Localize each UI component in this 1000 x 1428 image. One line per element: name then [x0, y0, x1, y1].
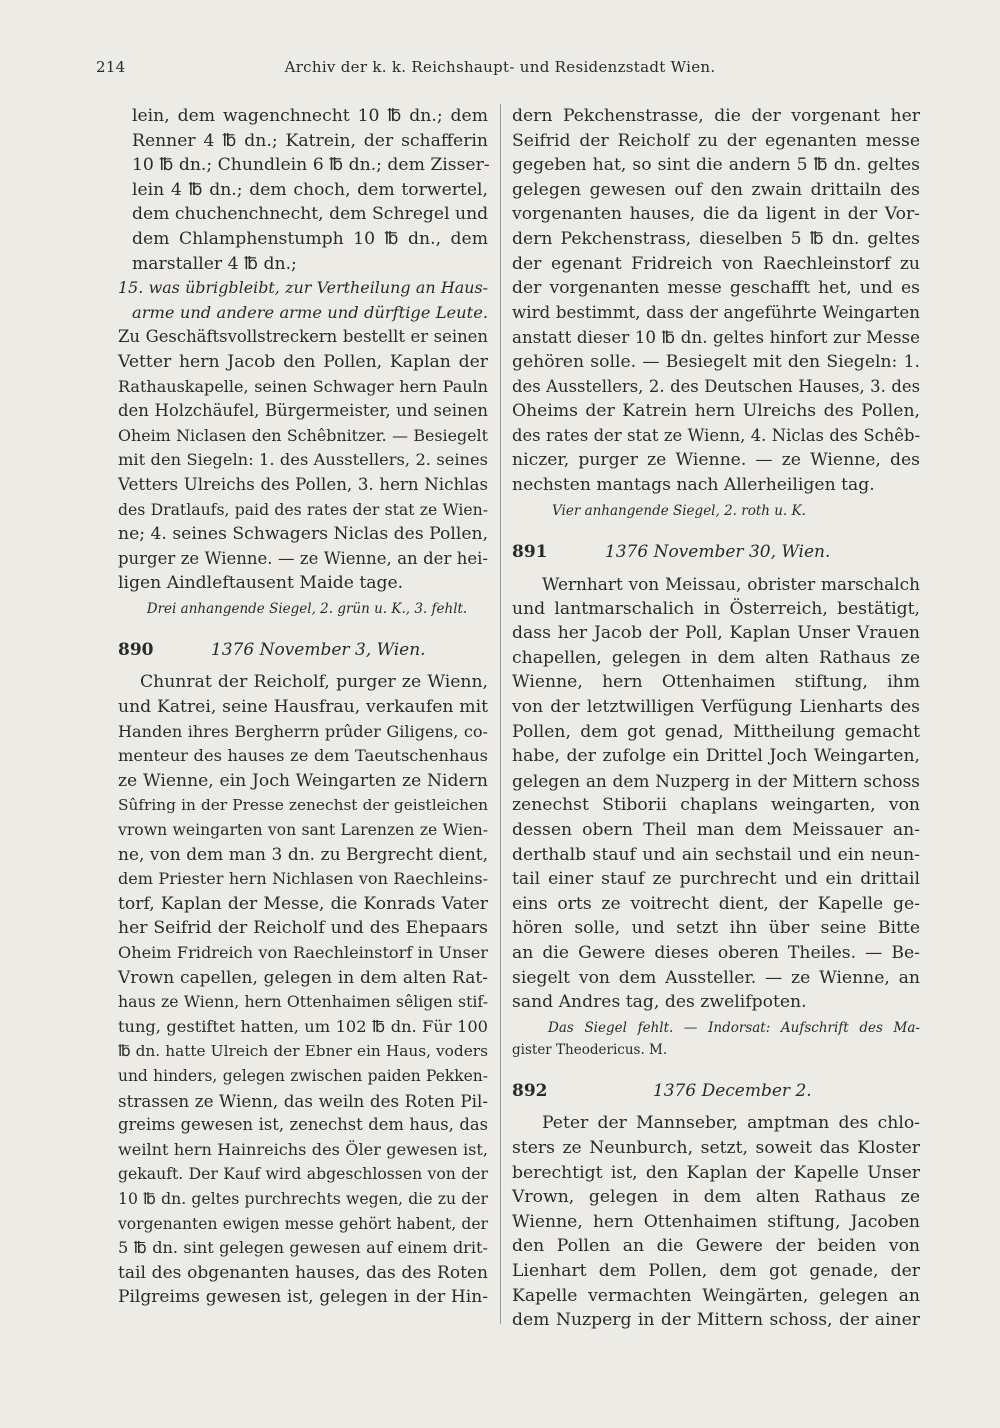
text-line: Kapelle vermachten Weingärten, gelegen an	[512, 1285, 920, 1306]
text-line: Wernhart von Meissau, obrister marschalch	[542, 574, 920, 595]
text-line: mit den Siegeln: 1. des Ausstellers, 2. seines	[118, 450, 488, 470]
entry-date: 1376 November 30, Wien.	[604, 541, 831, 562]
text-line: und Katrei, seine Hausfrau, verkaufen mit	[118, 697, 488, 718]
text-line: tail des obgenanten hauses, das des Roten	[118, 1262, 488, 1283]
entry-890-body	[118, 670, 488, 1309]
continued-text-left	[126, 104, 488, 276]
text-line: greims gewesen ist, zenechst dem haus, das	[118, 1115, 488, 1135]
entry-date: 1376 November 3, Wien.	[210, 639, 426, 660]
text-line: Das Siegel fehlt. — Indorsat: Aufschrift des Ma-	[548, 1019, 920, 1036]
text-line: haus ze Wienn, hern Ottenhaimen sêligen stif-	[118, 992, 488, 1012]
text-line: ℔ dn. hatte Ulreich der Ebner ein Haus, voders	[118, 1042, 488, 1061]
text-line: weilnt hern Hainreichs des Öler gewesen ist,	[118, 1139, 488, 1159]
text-line: Renner 4 ℔ dn.; Katrein, der schafferin	[132, 130, 488, 151]
text-line: ne; 4. seines Schwagers Niclas des Pollen,	[118, 524, 489, 545]
text-line: dass her Jacob der Poll, Kaplan Unser Vrauen	[512, 623, 920, 644]
text-line: dessen obern Theil man dem Meissauer an-	[512, 820, 920, 841]
text-line: vorgenanten hauses, die da ligent in der Vor-	[512, 204, 920, 225]
text-line: ne, von dem man 3 dn. zu Bergrecht dient,	[118, 844, 488, 865]
text-line: Lienhart dem Pollen, dem got genade, der	[512, 1260, 920, 1281]
text-line: tung, gestiftet hatten, um 102 ℔ dn. Für 100	[118, 1016, 488, 1036]
entry-892-body	[512, 1111, 920, 1332]
text-line: den Holzchäufel, Bürgermeister, und seinen	[118, 401, 488, 421]
text-line: Pilgreims gewesen ist, gelegen in der Hin-	[118, 1287, 488, 1308]
text-line: Seifrid der Reicholf zu der egenanten messe	[512, 130, 920, 151]
entry-number: 890	[118, 639, 154, 660]
column-divider	[500, 104, 501, 1324]
text-line: vrown weingarten von sant Larenzen ze Wien-	[118, 820, 488, 840]
text-line: dem Priester hern Nichlasen von Raechleins-	[118, 869, 488, 889]
text-line: nechsten mantags nach Allerheiligen tag.	[512, 474, 875, 495]
text-line: sters ze Neunburch, setzt, soweit das Kloster	[512, 1137, 920, 1158]
text-line: niczer, purger ze Wienne. — ze Wienne, des	[512, 450, 920, 471]
page-number: 214	[96, 58, 126, 76]
text-line: Wienne, hern Ottenhaimen stiftung, Jacoben	[512, 1211, 920, 1232]
text-line: Wienne, hern Ottenhaimen stiftung, ihm	[512, 672, 920, 693]
text-line: dem Nuzperg in der Mittern schoss, der ainer	[512, 1310, 920, 1331]
text-line: Peter der Mannseber, amptman des chlo-	[542, 1113, 920, 1134]
text-line: lein, dem wagenchnecht 10 ℔ dn.; dem	[132, 106, 488, 126]
entry-891-body	[512, 572, 920, 1015]
text-line: hören solle, und setzt ihn über seine Bitte	[512, 918, 920, 939]
text-line: tail einer stauf ze purchrecht und ein drittail	[512, 869, 920, 890]
text-line: Zu Geschäftsvollstreckern bestellt er seinen	[118, 327, 488, 347]
page-header	[96, 58, 904, 84]
text-line: siegelt von dem Aussteller. — ze Wienne, an	[512, 967, 920, 988]
text-line: dern Pekchenstrasse, die der vorgenant her	[512, 106, 920, 126]
text-line: Oheim Niclasen den Schêbnitzer. — Besiegelt	[118, 425, 488, 445]
text-line: ze Wienne, ein Joch Weingarten ze Nidern	[118, 770, 488, 791]
text-line: Chunrat der Reicholf, purger ze Wienn,	[140, 672, 488, 693]
text-line: von der letztwilligen Verfügung Lienharts des	[512, 697, 920, 718]
text-line: arme und andere arme und dürftige Leute.	[132, 302, 488, 322]
entry-891-heading	[512, 540, 920, 565]
text-line: purger ze Wienne. — ze Wienne, an der hei-	[118, 548, 488, 568]
left-column	[118, 104, 490, 1310]
text-line: wird bestimmt, dass der angeführte Weingarten	[512, 302, 920, 322]
right-column	[512, 104, 920, 1333]
text-line: Handen ihres Bergherrn prûder Giligens, co-	[118, 721, 488, 741]
text-line: gehören solle. — Besiegelt mit den Siegeln: 1.	[512, 351, 920, 372]
text-line: 15. was übrigbleibt, zur Vertheilung an Haus-	[118, 278, 488, 298]
text-line: eins orts ze voitrecht dient, der Kapelle ge-	[512, 893, 920, 914]
text-line: gister Theodericus. M.	[512, 1041, 668, 1058]
text-line: gelegen gewesen ouf den zwain drittailn des	[512, 179, 920, 200]
text-line: chapellen, gelegen in dem alten Rathaus ze	[512, 647, 920, 668]
text-line: gelegen an dem Nuzperg in der Mittern schoss	[512, 770, 920, 791]
text-line: Vrown capellen, gelegen in dem alten Rat-	[118, 967, 488, 988]
text-line: ligen Aindleftausent Maide tage.	[118, 573, 404, 594]
text-line: der egenant Fridreich von Raechleinstorf zu	[512, 253, 920, 274]
indorsat-note	[512, 1017, 920, 1061]
text-line: gekauft. Der Kauf wird abgeschlossen von der	[118, 1164, 488, 1184]
text-line: der vorgenanten messe geschafft het, und es	[512, 278, 920, 299]
text-line: Vetters Ulreichs des Pollen, 3. hern Nichlas	[118, 474, 488, 494]
text-line: vorgenanten ewigen messe gehört habent, der	[118, 1214, 488, 1233]
text-line: lein 4 ℔ dn.; dem choch, dem torwertel,	[132, 179, 488, 200]
text-line: Sûfring in der Presse zenechst der geistleichen	[118, 796, 488, 815]
text-line: und lantmarschalich in Österreich, bestätigt,	[512, 598, 920, 619]
text-line: Oheims der Katrein hern Ulreichs des Pollen,	[512, 401, 920, 422]
text-line: marstaller 4 ℔ dn.;	[132, 253, 297, 274]
text-line: dern Pekchenstrass, dieselben 5 ℔ dn. geltes	[512, 228, 920, 249]
text-line: habe, der zufolge ein Drittel Joch Weingarten,	[512, 746, 920, 767]
running-title: Archiv der k. k. Reichshaupt- und Residenzstadt Wien.	[284, 58, 716, 76]
text-line: Pollen, dem got genad, Mittheilung gemacht	[512, 721, 920, 742]
text-line: zenechst Stiborii chaplans weingarten, von	[512, 795, 920, 816]
text-line: dem chuchenchnecht, dem Schregel und	[132, 204, 489, 225]
text-line: 10 ℔ dn.; Chundlein 6 ℔ dn.; dem Zisser-	[132, 155, 490, 176]
text-line: strassen ze Wienn, das weiln des Roten Pil-	[118, 1090, 488, 1111]
text-line: des rates der stat ze Wienn, 4. Niclas des Schêb-	[512, 425, 920, 445]
text-line: dem Chlamphenstumph 10 ℔ dn., dem	[132, 228, 488, 249]
item-15	[118, 276, 488, 596]
entry-890-heading	[118, 638, 488, 663]
continued-text-right	[512, 104, 920, 498]
text-line: 10 ℔ dn. geltes purchrechts wegen, die zu der	[118, 1188, 488, 1208]
text-line: und hinders, gelegen zwischen paiden Pekken-	[118, 1066, 488, 1085]
text-line: des Ausstellers, 2. des Deutschen Hauses, 3. des	[512, 376, 920, 396]
text-line: torf, Kaplan der Messe, die Konrads Vater	[118, 893, 488, 914]
text-line: her Seifrid der Reicholf und des Ehepaars	[118, 918, 488, 939]
text-line: Vrown, gelegen in dem alten Rathaus ze	[512, 1187, 920, 1208]
text-line: 5 ℔ dn. sint gelegen gewesen auf einem drit-	[118, 1238, 488, 1258]
seal-note: Drei anhangende Siegel, 2. grün u. K., 3. fehlt.	[146, 600, 468, 617]
text-line: berechtigt ist, den Kaplan der Kapelle Unser	[512, 1162, 920, 1183]
text-line: Vetter hern Jacob den Pollen, Kaplan der	[118, 351, 488, 372]
text-line: derthalb stauf und ain sechstail und ein neun-	[512, 844, 920, 865]
entry-number: 891	[512, 541, 548, 562]
seal-note: Vier anhangende Siegel, 2. roth u. K.	[552, 502, 806, 519]
text-line: an die Gewere dieses oberen Theiles. — Be-	[512, 943, 920, 963]
entry-date: 1376 December 2.	[652, 1080, 812, 1101]
text-line: gegeben hat, so sint die andern 5 ℔ dn. geltes	[512, 155, 920, 176]
text-line: den Pollen an die Gewere der beiden von	[512, 1236, 920, 1257]
text-line: anstatt dieser 10 ℔ dn. geltes hinfort zur Messe	[512, 327, 920, 348]
entry-number: 892	[512, 1080, 548, 1101]
entry-892-heading	[512, 1079, 920, 1104]
text-line: Rathauskapelle, seinen Schwager hern Pauln	[118, 376, 488, 396]
text-line: des Dratlaufs, paid des rates der stat ze Wien-	[118, 499, 488, 519]
text-line: sand Andres tag, des zwelifpoten.	[512, 992, 807, 1013]
text-line: Oheim Fridreich von Raechleinstorf in Unser	[118, 943, 488, 962]
text-line: menteur des hauses ze dem Taeutschenhaus	[118, 746, 488, 766]
